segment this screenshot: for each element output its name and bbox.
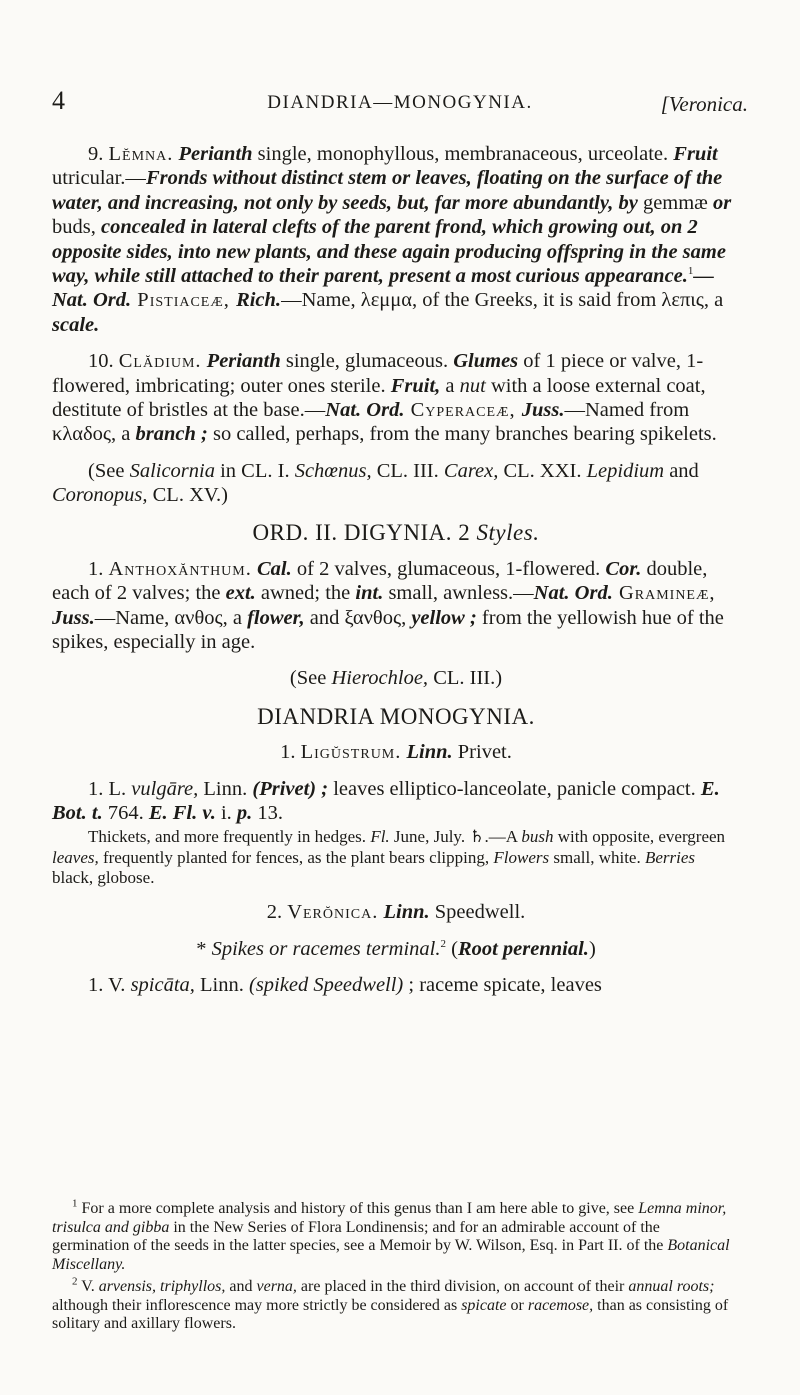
text: CL. XXI. [498, 459, 587, 482]
text: awned; the [255, 582, 356, 605]
text: gemmæ [637, 191, 713, 214]
term: bush [521, 827, 554, 847]
text: V. [108, 974, 126, 997]
page-number: 4 [52, 86, 65, 115]
text: than as consisting of solitary and axillary flowers. [52, 1296, 729, 1333]
text: racemose, [527, 1296, 594, 1314]
authority: Linn. [383, 901, 430, 924]
term: Fruit, [390, 374, 441, 397]
term: ext. [225, 582, 256, 605]
etymology: —Named from κλαδος, a [52, 398, 690, 446]
text: single, monophyllous, membranaceous, urceolate. [252, 143, 674, 165]
term: branch ; [135, 423, 208, 446]
genus-ref: Coronopus, [52, 484, 148, 507]
family-name: Gramineæ, [612, 582, 716, 605]
text: V. [77, 1277, 99, 1295]
text: Spikes or racemes terminal. [211, 937, 441, 960]
text: arvensis, triphyllos, [98, 1277, 226, 1295]
text: and [664, 459, 699, 482]
text: spicate [461, 1296, 507, 1314]
authority: Linn. [406, 741, 453, 764]
text: leaves elliptico-lanceolate, panicle compact. [328, 777, 701, 800]
footnotes [52, 1197, 740, 1337]
text: (See [289, 667, 332, 690]
term: Glumes [453, 350, 519, 373]
term: Fl. [370, 827, 390, 847]
genus-ref: Carex, [443, 459, 499, 482]
text: in the New Series of Flora Londinensis; and for an admirable account of the germination of the seeds in the latter species, see a Memoir by W. Wilson, Esq. in Part II. of the [52, 1218, 668, 1255]
etymology: —Name, ανθος, a [94, 606, 248, 629]
term: Perianth [206, 350, 281, 373]
text: from the yellowish hue of the spikes, especially in age. [52, 606, 724, 653]
text: black, globose. [52, 868, 155, 888]
text: i. [215, 801, 237, 824]
nat-ord-label: —Nat. Ord. [52, 264, 714, 312]
species-description [52, 827, 740, 888]
text: Linn. [194, 974, 249, 997]
genus-name: Anthoxănthum. [108, 557, 252, 580]
text: although their inflorescence may more strictly be considered as [52, 1296, 462, 1314]
term: scale. [52, 313, 100, 336]
term: yellow ; [411, 606, 477, 629]
text: annual roots; [628, 1277, 715, 1295]
authority: Juss. [521, 398, 565, 421]
text: ) [588, 937, 596, 960]
species-name: spicāta, [130, 974, 195, 997]
text: with opposite, evergreen [553, 827, 726, 847]
text: a [440, 374, 460, 397]
authority: Juss. [52, 606, 95, 629]
term: Cor. [605, 557, 642, 580]
text: CL. III. [371, 459, 444, 482]
footnote-ref: 1 [687, 265, 694, 278]
text: (See [88, 459, 130, 482]
text: utricular.— [52, 167, 146, 190]
family-name: Pistiaceæ, [131, 289, 237, 312]
text: For a more complete analysis and history of this genus than I am here able to give, see [77, 1200, 639, 1217]
entry-number: 1. [280, 741, 296, 764]
reference: E. Bot. t. [52, 777, 720, 824]
description: concealed in lateral clefts of the parent frond, which growing out, on 2 opposite sides, into new plants, and these again producing offspring in the same way, while still attached to their parent, present a most curious appearance. [52, 216, 726, 287]
text: of 1 piece or valve, 1-flowered, imbricating; outer ones sterile. [52, 350, 704, 397]
text: with a loose external coat, destitute of bristles at the base.— [52, 374, 706, 421]
text: 13. [252, 801, 284, 824]
text: ; raceme spicate, leaves [403, 974, 602, 997]
text: 764. [102, 801, 149, 824]
entry-number: 1. [88, 557, 104, 580]
text: CL. XV.) [147, 484, 228, 507]
heading-text: Styles. [476, 520, 540, 546]
footnote-marker: 1 [72, 1197, 78, 1210]
common-name: Privet. [452, 741, 512, 764]
text: buds, [52, 216, 101, 239]
text: verna, [256, 1277, 297, 1295]
text: * [196, 937, 212, 960]
footnote-marker: 2 [72, 1275, 78, 1288]
genus-ligustrum [52, 740, 740, 764]
text: Lemna minor, trisulca and gibba [52, 1200, 727, 1236]
entry-number: 10. [88, 350, 114, 373]
term: leaves, [52, 847, 99, 867]
common-name: (spiked Speedwell) [249, 974, 404, 997]
entry-number: 1. [88, 777, 104, 800]
genus-name: Verŏnica. [287, 901, 379, 924]
entry-anthoxanthum [52, 557, 740, 655]
order-heading [52, 519, 740, 546]
common-name: (Privet) ; [252, 777, 329, 800]
species-ligustrum-vulgare [52, 777, 740, 826]
term: Fruit [673, 143, 718, 165]
footnote-1 [52, 1197, 740, 1275]
text: of 2 valves, glumaceous, 1-flowered. [291, 557, 606, 580]
entry-number: 1. [88, 974, 104, 997]
entry-number: 2. [266, 901, 283, 924]
term: Cal. [257, 557, 292, 580]
reference: E. Fl. v. [148, 801, 216, 824]
nat-ord-label: Nat. Ord. [533, 582, 613, 605]
reference: p. [236, 801, 253, 824]
text: so called, perhaps, from the many branches bearing spikelets. [207, 423, 717, 446]
division-heading [52, 937, 740, 961]
genus-ref: Hierochloe, [331, 667, 429, 690]
footnote-ref: 2 [440, 938, 446, 951]
term: flower, [247, 606, 305, 629]
term: Berries [644, 847, 696, 867]
entry-cladium [52, 349, 740, 447]
text: CL. III.) [428, 667, 503, 690]
species-veronica-spicata [52, 973, 740, 997]
see-also-2 [52, 666, 740, 690]
running-title: DIANDRIA—MONOGYNIA. [267, 92, 533, 113]
term: Perianth [178, 143, 253, 165]
authority: Rich. [236, 289, 282, 312]
genus-ref: Schœnus, [294, 459, 372, 482]
text: small, awnless.— [383, 582, 534, 605]
text: small, white. [549, 847, 645, 867]
family-name: Cyperaceæ, [404, 398, 522, 421]
entry-number: 9. [88, 143, 104, 165]
main-text [52, 142, 740, 1010]
text: in CL. I. [214, 459, 295, 482]
nat-ord-label: Nat. Ord. [325, 398, 405, 421]
description: Fronds without distinct stem or leaves, floating on the surface of the water, and increasing, not only by seeds, but, far more abundantly, by [52, 167, 723, 214]
page-header [52, 86, 748, 126]
class-heading: DIANDRIA MONOGYNIA. [257, 703, 535, 729]
etymology: —Name, λεμμα, of the Greeks, it is said from λεπις, a [281, 289, 724, 312]
term: int. [355, 582, 384, 605]
text: Thickets, and more frequently in hedges. [88, 827, 371, 847]
see-also-1 [52, 459, 740, 508]
text: Root perennial. [457, 937, 589, 960]
term: Flowers [493, 847, 550, 867]
genus-veronica [52, 900, 740, 924]
species-name: vulgāre, [131, 777, 199, 800]
genus-ref: Lepidium [586, 459, 665, 482]
text: Linn. [198, 777, 253, 800]
etymology: and ξανθος, [304, 606, 412, 629]
text: double, each of 2 valves; the [52, 557, 708, 605]
term: or [712, 191, 732, 214]
term: nut [459, 374, 486, 397]
genus-name: Ligŭstrum. [300, 741, 402, 764]
common-name: Speedwell. [429, 901, 526, 924]
footnote-2 [52, 1275, 740, 1334]
text: June, July. ♄.—A [389, 827, 522, 847]
text: Botanical Miscellany. [52, 1237, 730, 1274]
text: L. [108, 777, 127, 800]
genus-ref: Salicornia [129, 459, 215, 482]
entry-lemna [52, 142, 740, 337]
text: or [506, 1296, 528, 1314]
text: and [225, 1277, 257, 1295]
text: ( [445, 937, 458, 960]
genus-name: Clădium. [118, 350, 202, 373]
genus-name: Lĕmna. [108, 143, 174, 165]
heading-text: ORD. II. DIGYNIA. 2 [252, 520, 477, 546]
text: single, glumaceous. [280, 350, 454, 373]
text: are placed in the third division, on account of their [296, 1277, 629, 1295]
text: frequently planted for fences, as the plant bears clipping, [98, 847, 494, 867]
running-genus: [Veronica. [660, 92, 748, 116]
